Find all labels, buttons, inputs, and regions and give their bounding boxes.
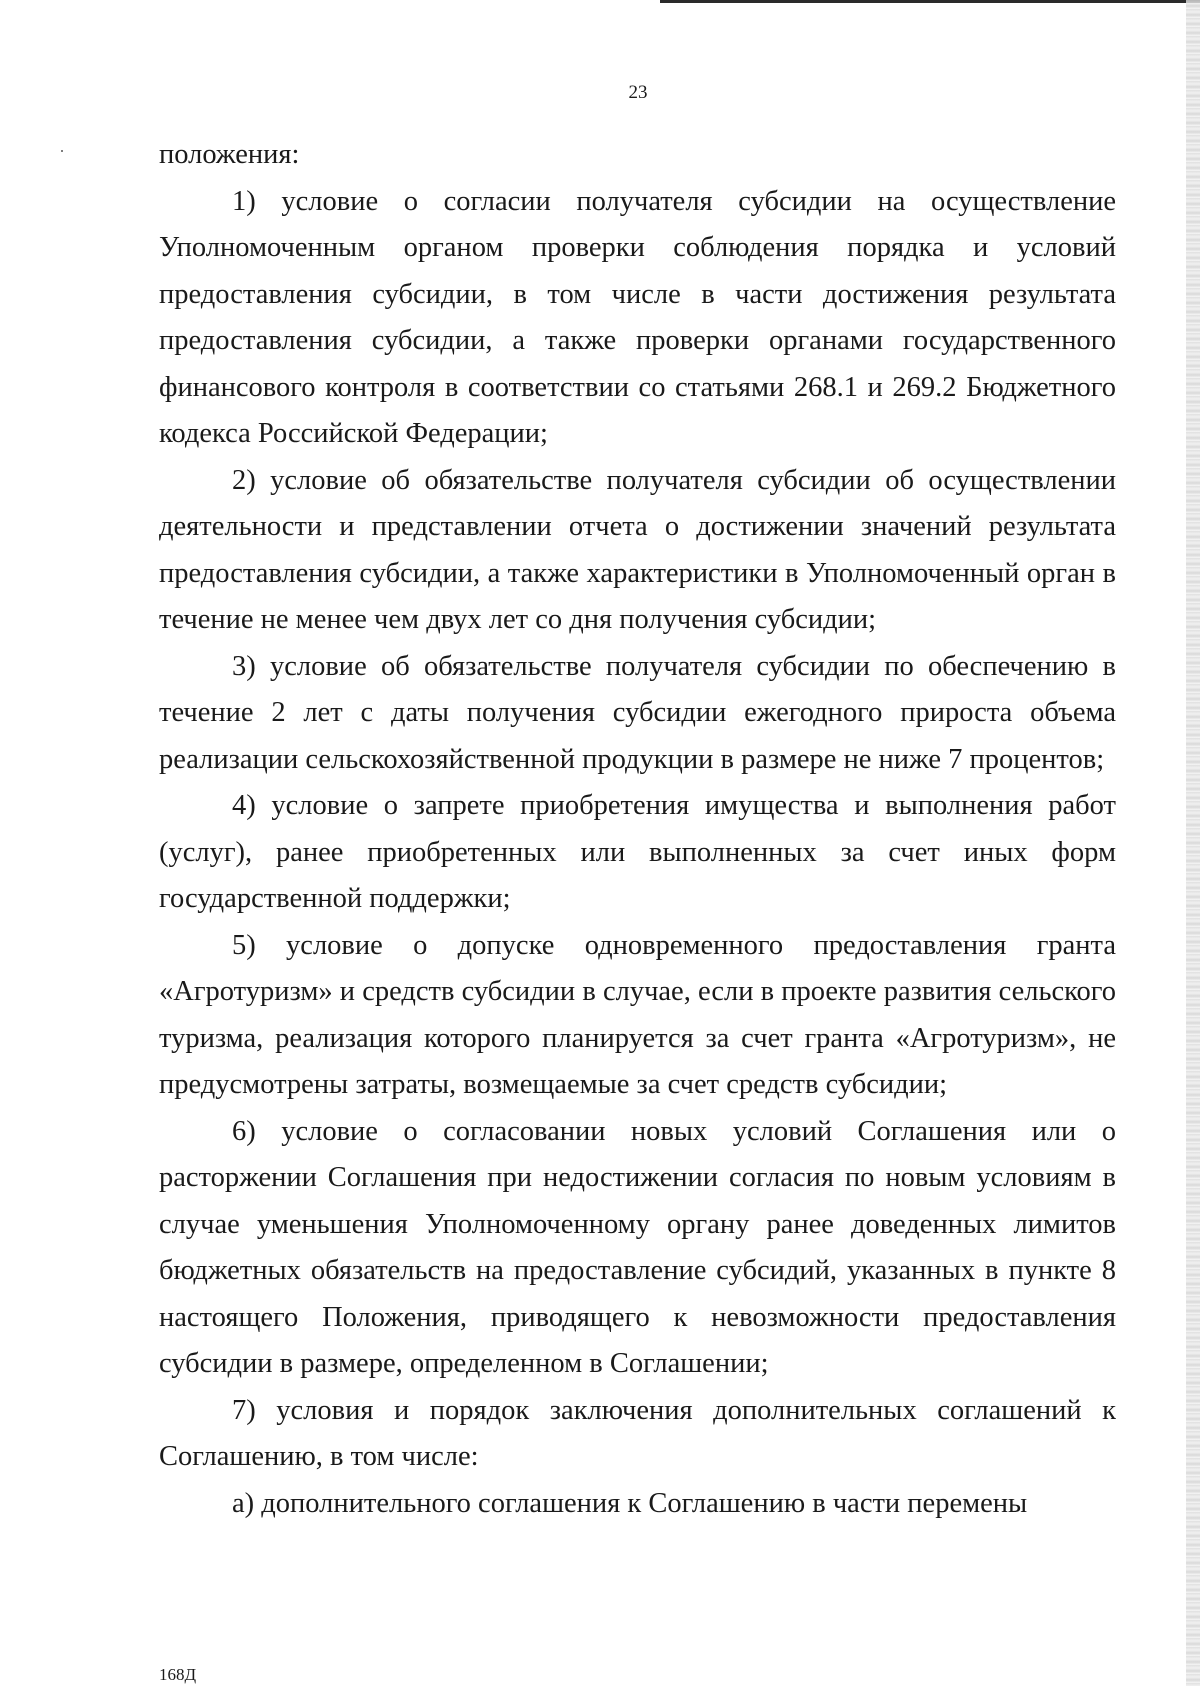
paragraph-item-7: 7) условия и порядок заключения дополнительных соглашений к Соглашению, в том числе: [159,1394,1116,1472]
paragraph-subitem-a: а) дополнительного соглашения к Соглашению в части перемены [232,1487,1028,1519]
page-number: 23 [628,82,648,103]
paragraph-item-2: 2) условие об обязательстве получателя субсидии об осуществлении деятельности и представлении отчета о достижении значений результата предоставления субсидии, а также характеристики в Уполномоченный орган в течение не менее чем двух лет со дня получения субсидии; [159,464,1116,635]
paragraph-item-4: 4) условие о запрете приобретения имущества и выполнения работ (услуг), ранее приобретенных или выполненных за счет иных форм государственной поддержки; [159,790,1116,914]
paragraph-item-5: 5) условие о допуске одновременного предоставления гранта «Агротуризм» и средств субсидии в случае, если в проекте развития сельского туризма, реализация которого планируется за счет гранта «Агротуризм», не предусмотрены затраты, возмещаемые за счет средств субсидии; [159,929,1116,1100]
paragraph-item-1: 1) условие о согласии получателя субсидии на осуществление Уполномоченным органом проверки соблюдения порядка и условий предоставления субсидии, в том числе в части достижения результата предоставления субсидии, а также проверки органами государственного финансового контроля в соответствии со статьями 268.1 и 269.2 Бюджетного кодекса Российской Федерации; [159,185,1116,449]
footer-document-code: 168Д [159,1665,197,1684]
paragraph-item-6: 6) условие о согласовании новых условий Соглашения или о расторжении Соглашения при недостижении согласия по новым условиям в случае уменьшения Уполномоченному органу ранее доведенных лимитов бюджетных обязательств на предоставление субсидий, указанных в пункте 8 настоящего Положения, приводящего к невозможности предоставления субсидии в размере, определенном в Соглашении; [159,1115,1116,1379]
scan-right-edge [1186,0,1200,1686]
scan-top-border [660,0,1200,3]
paragraph-item-3: 3) условие об обязательстве получателя субсидии по обеспечению в течение 2 лет с даты получения субсидии ежегодного прироста объема реализации сельскохозяйственной продукции в размере не ниже 7 процентов; [159,650,1116,775]
paragraph-continuation: положения: [159,139,300,170]
document-body [159,132,1116,1527]
scan-artifact-dot [61,150,63,152]
